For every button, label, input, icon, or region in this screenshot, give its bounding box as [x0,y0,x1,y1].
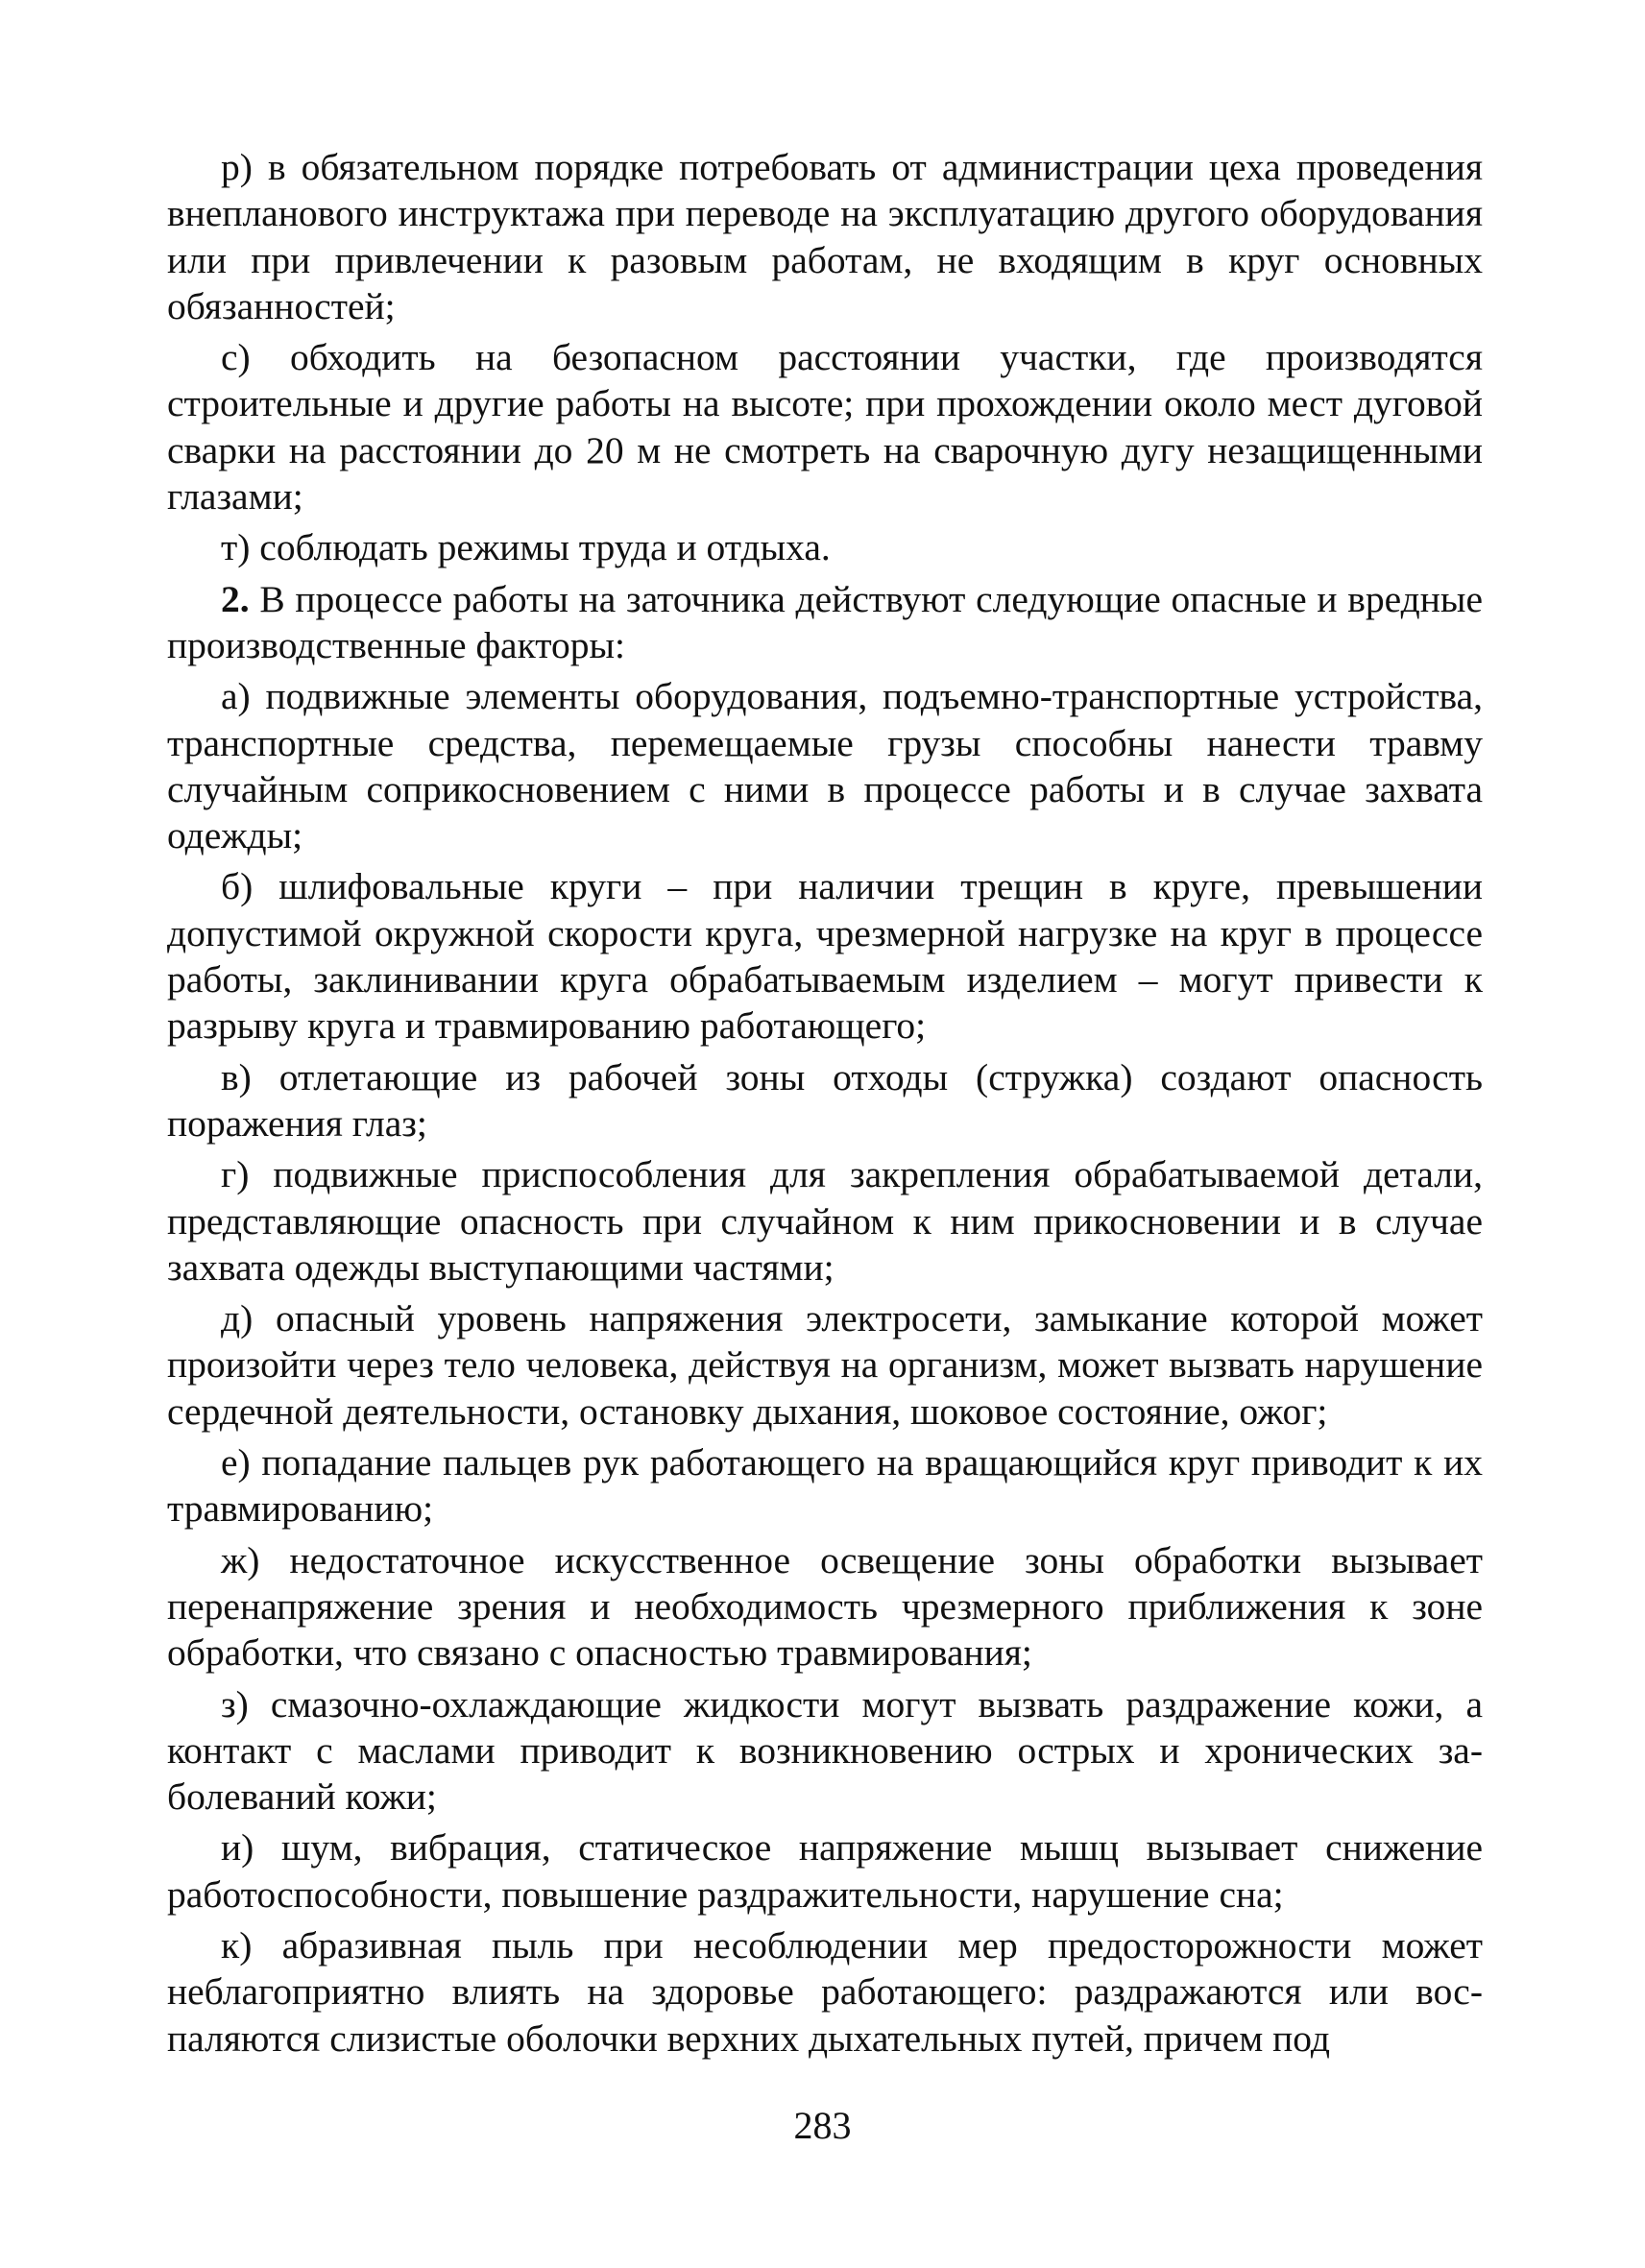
paragraph-e [167,1439,1483,1532]
paragraph-text: д) опасный уровень напряжения электросети, замыкание которой может произойти через тело человека, действуя на организм, может вызвать нарушение сердечной деятельности, остановку дыхания, шоковое состояние, ожог; [167,1297,1483,1433]
paragraph-text: и) шум, вибрация, статическое напряжение мышц вызывает снижение работоспособности, повышение раздражительности, нарушение сна; [167,1826,1483,1916]
paragraph-text: а) подвижные элементы оборудования, подъемно-транспортные устройства, транспортные средства, перемещаемые грузы способны нанести травму случайным соприкосновением с ними в процессе работы и в случае захвата одежды; [167,675,1483,857]
paragraph-text: р) в обязательном порядке потребовать от администрации цеха проведения внепланового инструктажа при переводе на эксплуатацию другого оборудования или при привлечении к разовым работам, не входящим в круг основных обязанностей; [167,146,1483,327]
paragraph-d [167,1295,1483,1435]
paragraph-text: б) шлифовальные круги – при наличии трещин в круге, превышении допустимой окружной скорости круга, чрезмерной нагрузке на круг в процессе работы, заклинивании круга обрабатываемым изделием – могут привести к разрыву круга и травмированию работающего; [167,865,1483,1048]
paragraph-t [167,524,1483,570]
page-number: 283 [793,2104,852,2147]
paragraph-text: ж) недостаточное искусственное освещение зоны обработки вызывает перенапряжение зрения и необходимость чрезмерного приближения к зоне обработки, что связано с опасностью травмирования; [167,1538,1483,1675]
paragraph-r [167,144,1483,329]
paragraph-text: к) абразивная пыль при несоблюдении мер предосторожности может неблагоприятно влиять на здоровье работающего: раздражаются или воспаляются слизистые оболочки верхних дыхательных путей, причем под [167,1923,1483,2060]
paragraph-text: В процессе работы на заточника действуют следующие опасные и вредные производственные факторы: [167,577,1483,666]
page-body [167,144,1483,2066]
paragraph-k [167,1922,1483,2062]
paragraph-text: е) попадание пальцев рук работающего на вращающийся круг приводит к их травмированию; [167,1441,1483,1531]
paragraph-g [167,1151,1483,1291]
paragraph-text: с) обходить на безопасном расстоянии участки, где производятся строительные и другие работы на высоте; при прохождении около мест дуговой сварки на расстоянии до 20 м не смотреть на сварочную дугу незащищенными глазами; [167,336,1483,519]
paragraph-2 [167,576,1483,669]
paragraph-text: г) подвижные приспособления для закрепления обрабатываемой детали, представляющие опасность при случайном к ним прикосновении и в случае захвата одежды выступающими частями; [167,1153,1483,1289]
paragraph-s [167,334,1483,519]
paragraph-v [167,1054,1483,1147]
paragraph-zh [167,1537,1483,1677]
paragraph-number: 2. [221,577,250,620]
paragraph-z [167,1681,1483,1821]
paragraph-text: в) отлетающие из рабочей зоны отходы (стружка) создают опасность поражения глаз; [167,1055,1483,1145]
paragraph-b [167,863,1483,1049]
paragraph-i [167,1824,1483,1918]
paragraph-text: з) смазочно-охлаждающие жидкости могут вызвать раздражение кожи, а контакт с маслами приводит к возникновению острых и хронических заболеваний кожи; [167,1682,1483,1819]
paragraph-text: т) соблюдать режимы труда и отдыха. [221,526,831,569]
paragraph-a [167,673,1483,858]
